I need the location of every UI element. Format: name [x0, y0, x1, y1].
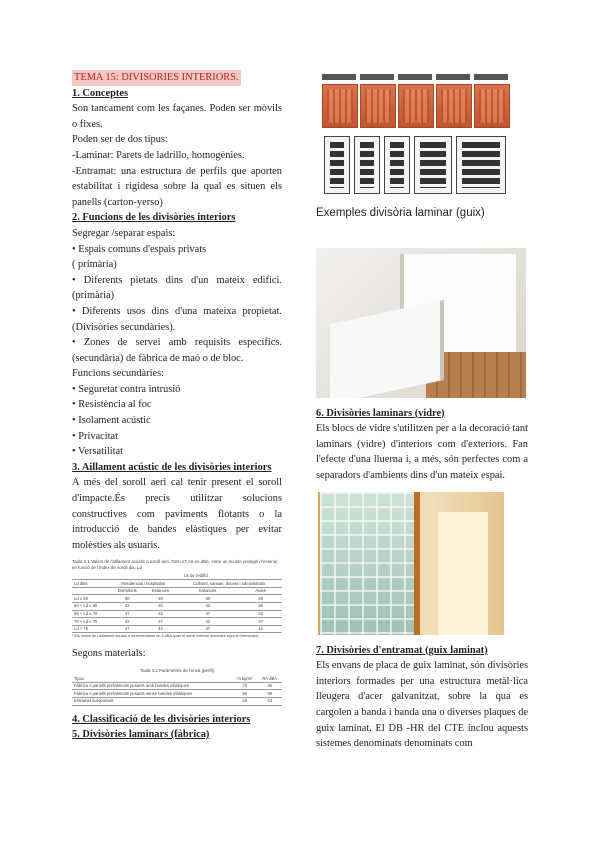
paragraph: -Entramat: una estructura de perfils que aporten estabilitat i rigidesa sobre la qual es situen els panells (carton-yerso): [72, 165, 282, 208]
right-column: [316, 70, 528, 752]
list-item: • Privacitat: [72, 430, 119, 442]
paragraph: Son tancament com les façanes. Poden ser mòvils o fixes.: [72, 103, 282, 130]
table-cell: 37: [176, 610, 239, 618]
table-subheader: Aules: [239, 587, 282, 595]
brick-shape: [398, 84, 434, 128]
table-note: * Els valors de l'aïllament acústic s'incrementaran en 4 dBA quan el soroll exterior dominant sigui el d'aeronaus.: [72, 634, 260, 639]
table-cell: 30: [145, 595, 177, 603]
table-cell: Ld ≤ 60: [72, 595, 110, 603]
table-cell: 32: [145, 610, 177, 618]
block-shape: [456, 136, 506, 194]
image-caption: Exemples divisòria laminar (guix): [316, 207, 485, 219]
list-item: Funcions secundàries:: [72, 368, 165, 380]
list-item: • Diferents usos dins d'una mateixa propietat. (Divisòries secundàries).: [72, 305, 282, 333]
heading-laminars-vidre: 6. Divisòries laminars (vidre): [316, 407, 445, 419]
table-cell: 32: [239, 610, 282, 618]
brick-shape: [360, 84, 396, 128]
brick-label-bar: [398, 74, 432, 80]
brick-label-bar: [322, 74, 356, 80]
list-item: • Resistència al foc: [72, 399, 152, 411]
table-cell: 35: [257, 682, 282, 690]
block-shape: [384, 136, 410, 194]
table-cell: 30: [110, 595, 145, 603]
table-cell: 42: [110, 618, 145, 626]
table-superheader: Ús de l'edifici: [110, 573, 282, 580]
table-cell: Ld > 75: [72, 625, 110, 633]
table-cell: 32: [176, 602, 239, 610]
list-item: ( primària): [72, 259, 117, 271]
table-row: [72, 690, 282, 698]
brick-shape: [474, 84, 510, 128]
table-cell: 37: [145, 618, 177, 626]
left-column: [72, 70, 282, 743]
table-row: [72, 618, 282, 626]
paragraph: Els blocs de vidre s'utilitzen per a la decoració tant laminars (vidre) d'interiors com d'exteriors. Fan l'efecte d'una lluerna i, a més, són perfectes com a separadors d'ambients dins d'un mateix espai.: [316, 423, 528, 481]
brick-label-bar: [360, 74, 394, 80]
paragraph: Poden ser de dos tipus:: [72, 134, 168, 146]
heading-entramat: 7. Divisòries d'entramat (guix laminat): [316, 644, 488, 656]
table-cell: 30: [145, 602, 177, 610]
list-item: Segregar /separar espais:: [72, 227, 176, 239]
paragraph: A més del soroll aeri cal tenir present el soroll d'impacte.És precís utilitzar solucions constructives com paviments flotants o la introducció de bandes elàstiques per evitar molèsties als usuaris.: [72, 477, 282, 551]
table-cell: 47: [110, 625, 145, 633]
table-cell: 70: [232, 682, 257, 690]
table-row: [72, 610, 282, 618]
block-shape: [354, 136, 380, 194]
brick-label-bar: [474, 74, 508, 80]
paragraph: Els envans de placa de guix laminat, són divisòries interiors formades per una estructura metàl·lica lleugera d'acer galvanitzat, sobre la qua es cargolen a banda i banda una o diverses plaques de guix laminat. El DB -HR del CTE inclou aquests sistemes denominats denominats com: [316, 660, 528, 750]
list-item: • Seguretat contra intrusió: [72, 383, 181, 395]
paragraph: Segons materials:: [72, 647, 146, 659]
table-subheader: Estances: [145, 587, 177, 595]
table-cell: 42: [239, 625, 282, 633]
gypsum-panels-image: [316, 248, 526, 398]
table-header: Cultural, sanitari, docent i administratiu: [176, 580, 282, 588]
table-header: m kg/m²: [232, 675, 257, 682]
list-item: • Espais comuns d'espais privats: [72, 243, 207, 255]
table-cell: Fàbrica o panells prefabricats pesants amb bandes elàstiques: [72, 682, 232, 690]
brick-label-bar: [436, 74, 470, 80]
heading-classificacio: 4. Classificació de les divisòries interiors: [72, 713, 251, 725]
table-subheader: Estances: [176, 587, 239, 595]
table-header: Ld dBA: [72, 580, 110, 588]
table-caption: Taula 2.1 Valors de l'aïllament acústic a soroll aeri, D2m,nT,Atr en dBA, entre un recinte protegit i l'exterior, en funció de l'índex de soroll dia, Ld: [72, 559, 279, 570]
gypsum-board: [330, 299, 444, 397]
table-cell: Fàbrica o panells prefabricats pesants sense bandes elàstiques: [72, 690, 232, 698]
table-header: Residencial i hospitalari: [110, 580, 177, 588]
table-cell: 37: [110, 610, 145, 618]
table-cell: 32: [110, 602, 145, 610]
table-row: [72, 625, 282, 633]
table-cell: Entramat autoportant: [72, 697, 232, 705]
brick-shape: [322, 84, 358, 128]
table-cell: 90: [232, 690, 257, 698]
table-cell: 43: [257, 697, 282, 705]
table-cell: 30: [239, 595, 282, 603]
table-cell: 30: [176, 595, 239, 603]
list-item: • Versatilitat: [72, 446, 124, 458]
heading-conceptes: 1. Conceptes: [72, 87, 128, 99]
brick-types-image: [320, 70, 510, 198]
heading-funcions: 2. Funcions de les divisòries interiors: [72, 212, 236, 224]
block-shape: [324, 136, 350, 194]
list-item: • Zones de servei amb requisits específics. (secundària) de fàbrica de maó o de bloc.: [72, 337, 282, 364]
table-cell: 37: [239, 618, 282, 626]
table-cell: 47: [176, 625, 239, 633]
doorway-light: [438, 512, 488, 635]
table-cell: 65 < Ld ≤ 70: [72, 610, 110, 618]
materials-table: [72, 668, 282, 706]
table-subheader: Dormitoris: [110, 587, 145, 595]
table-cell: 38: [257, 690, 282, 698]
list-item: • Diferents pietats dins d'un mateix edifici.(primària): [72, 274, 282, 302]
table-row: [72, 697, 282, 705]
table-cell: 42: [176, 618, 239, 626]
table-caption: Taula 3.1 Paràmetres de l'envà (perfil): [139, 667, 215, 673]
table-cell: 30: [239, 602, 282, 610]
block-shape: [414, 136, 452, 194]
page-title: TEMA 15: DIVISORIES INTERIORS.: [72, 70, 241, 86]
wood-beam: [414, 492, 420, 635]
table-row: [72, 682, 282, 690]
brick-shape: [436, 84, 472, 128]
table-header: Tipus: [72, 675, 232, 682]
acoustic-table: [72, 559, 282, 640]
glass-block-image: [318, 492, 504, 635]
table-cell: 60 < Ld ≤ 65: [72, 602, 110, 610]
list-item: • Isolament acústic: [72, 415, 151, 427]
table-header: RA dBA: [257, 675, 282, 682]
table-row: [72, 602, 282, 610]
paragraph: -Laminar: Parets de ladrillo, homogènies.: [72, 149, 245, 161]
table-cell: 42: [145, 625, 177, 633]
table-row: [72, 595, 282, 603]
table-cell: 70 < Ld ≤ 75: [72, 618, 110, 626]
table-cell: 25: [232, 697, 257, 705]
heading-aillament: 3. Aillament acústic de les divisòries interiors: [72, 461, 272, 473]
table-subheader: [72, 587, 110, 595]
glass-block-wall: [320, 492, 420, 635]
heading-laminars-fabrica: 5. Divisòries laminars (fàbrica): [72, 729, 210, 741]
